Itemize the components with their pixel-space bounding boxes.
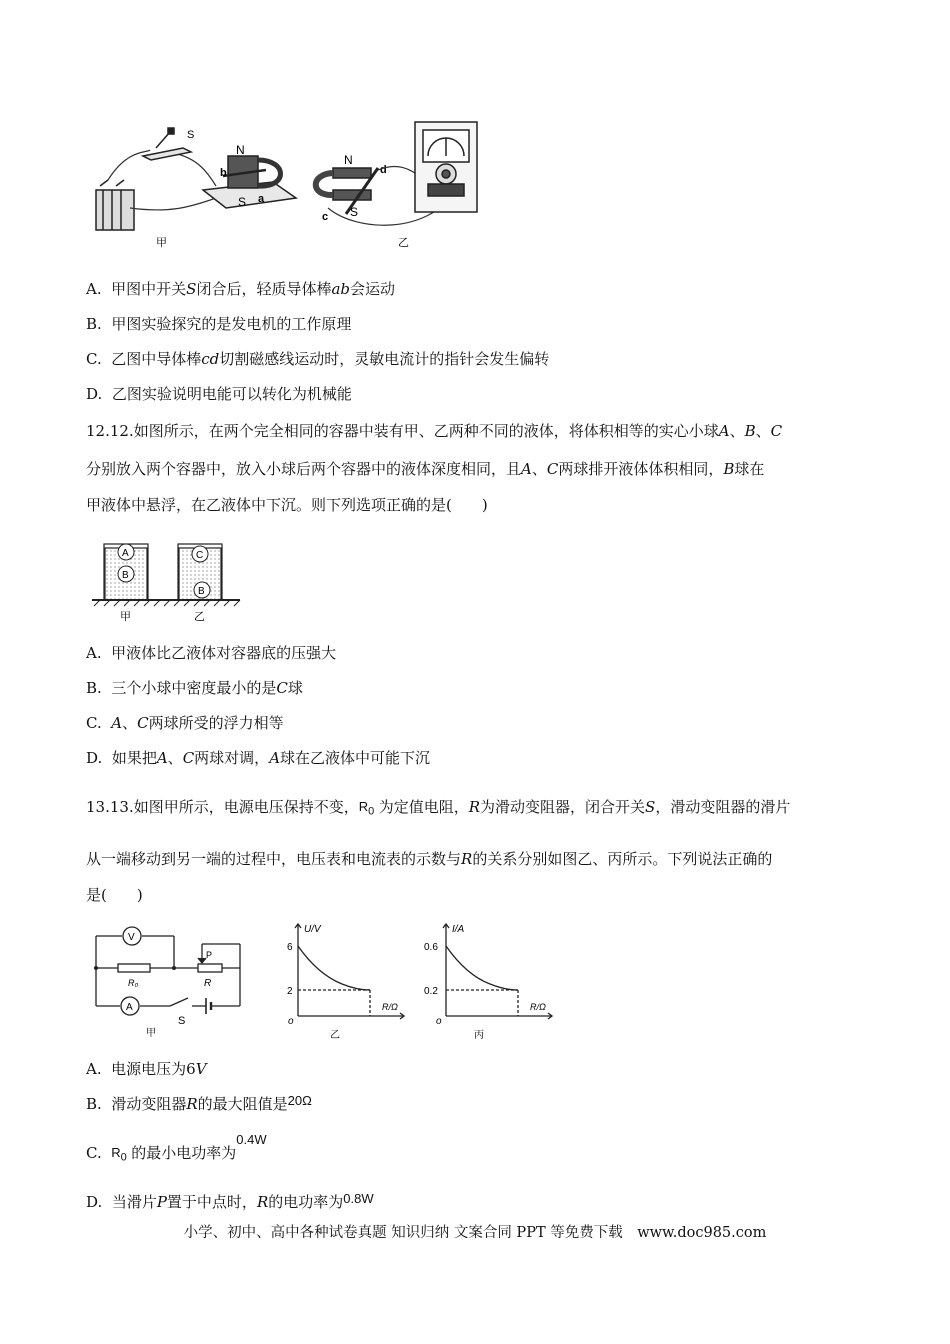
fig11-label-S-jia: S (238, 195, 247, 209)
fig11-label-jia: 甲 (156, 237, 167, 249)
q12-stem-line3: 甲液体中悬浮，在乙液体中下沉。则下列选项正确的是( ) (86, 496, 488, 514)
ball-c-label: C (196, 550, 204, 561)
fig11-label-a: a (258, 193, 265, 205)
magnet-yi (316, 168, 378, 214)
q13-option-b: B. 滑动变阻器R的最大阻值是20Ω (86, 1093, 312, 1113)
q12-stem-line1: 12.12.如图所示，在两个完全相同的容器中装有甲、乙两种不同的液体，将体积相等的实心小球A、B、C (86, 422, 783, 440)
battery (96, 180, 134, 230)
q13-fig-label-jia: 甲 (146, 1028, 156, 1039)
tick-2: 2 (287, 986, 293, 997)
label-r0: R₀ (128, 978, 139, 988)
figure-q11 (88, 118, 498, 253)
ball-b-yi-label: B (198, 586, 205, 597)
figure-q12 (90, 534, 250, 624)
q13-stem-line3: 是( ) (86, 886, 143, 904)
q11-option-c: C. 乙图中导体棒cd切割磁感线运动时，灵敏电流计的指针会发生偏转 (86, 350, 550, 368)
label-r: R (204, 978, 212, 989)
origin-bing: o (436, 1016, 442, 1027)
fig11-label-N-yi: N (344, 153, 353, 167)
q13-option-d: D. 当滑片P置于中点时，R的电功率为0.8W (86, 1191, 374, 1211)
page-footer: 小学、初中、高中各种试卷真题 知识归纳 文案合同 PPT 等免费下载 www.doc985.com (183, 1225, 767, 1241)
q12-option-a: A. 甲液体比乙液体对容器底的压强大 (86, 644, 337, 662)
q12-option-b: B. 三个小球中密度最小的是C球 (86, 679, 303, 697)
fig11-label-yi: 乙 (398, 237, 409, 249)
q11-option-a: A. 甲图中开关S闭合后，轻质导体棒ab会运动 (86, 280, 396, 298)
fig11-label-b: b (220, 167, 227, 179)
tick-06: 0.6 (424, 942, 438, 953)
curve-i-vs-r (446, 946, 518, 990)
q12-option-d: D. 如果把A、C两球对调，A球在乙液体中可能下沉 (86, 749, 431, 767)
q13-c-r0-symbol: $R_0$ (111, 1145, 127, 1164)
q13-fig-label-yi: 乙 (330, 1030, 340, 1041)
fig11-label-d: d (380, 164, 387, 176)
fig11-label-S-yi: S (350, 205, 359, 219)
tick-6: 6 (287, 942, 293, 953)
ball-b-jia-label: B (122, 570, 129, 581)
q11-option-b: B. 甲图实验探究的是发电机的工作原理 (86, 315, 352, 333)
figure-q13-graph-bing (422, 916, 562, 1044)
fig11-label-c: c (322, 211, 329, 223)
ammeter-label: A (126, 1002, 133, 1013)
figure-q13-graph-yi (282, 916, 412, 1044)
q12-stem-line2: 分别放入两个容器中，放入小球后两个容器中的液体深度相同，且A、C两球排开液体体积相同，B球在 (86, 460, 765, 478)
q13-option-a: A. 电源电压为6V (86, 1060, 207, 1078)
switch (143, 128, 191, 160)
q13-fig-label-bing: 丙 (474, 1030, 484, 1041)
q13-stem-line2: 从一端移动到另一端的过程中，电压表和电流表的示数与R的关系分别如图乙、丙所示。下列说法正确的 (86, 850, 773, 868)
q12-option-c: C. A、C两球所受的浮力相等 (86, 714, 284, 732)
q13-option-c: C. $R_0$ 的最小电功率为0.4W (86, 1142, 267, 1165)
resistor-r (198, 964, 222, 972)
resistor-r0 (118, 964, 150, 972)
q13-stem-line1: 13.13.如图甲所示，电源电压保持不变， $R_0$ 为定值电阻，R为滑动变阻器，闭合开关S，滑动变阻器的滑片 (86, 796, 790, 818)
slider-label-p: P (206, 950, 213, 960)
q11-option-d: D. 乙图实验说明电能可以转化为机械能 (86, 385, 352, 403)
galvanometer (415, 122, 477, 212)
fig11-label-N-jia: N (236, 143, 245, 157)
q12-fig-label-yi: 乙 (194, 611, 205, 623)
axis-label-ia: I/A (452, 924, 465, 935)
ball-a-label: A (122, 548, 129, 559)
axis-label-r-yi: R/Ω (382, 1002, 398, 1012)
figure-q13-circuit (90, 924, 250, 1042)
origin-yi: o (288, 1016, 294, 1027)
label-switch-s: S (178, 1015, 186, 1027)
curve-u-vs-r (298, 946, 370, 990)
magnet-jia (203, 156, 296, 208)
q12-fig-label-jia: 甲 (120, 611, 131, 623)
tick-02: 0.2 (424, 986, 438, 997)
q13-r0-symbol: $R_0$ (358, 799, 375, 818)
voltmeter-label: V (128, 932, 135, 943)
axis-label-r-bing: R/Ω (530, 1002, 546, 1012)
axis-label-uv: U/V (304, 924, 321, 935)
fig11-label-S-switch: S (187, 129, 195, 141)
